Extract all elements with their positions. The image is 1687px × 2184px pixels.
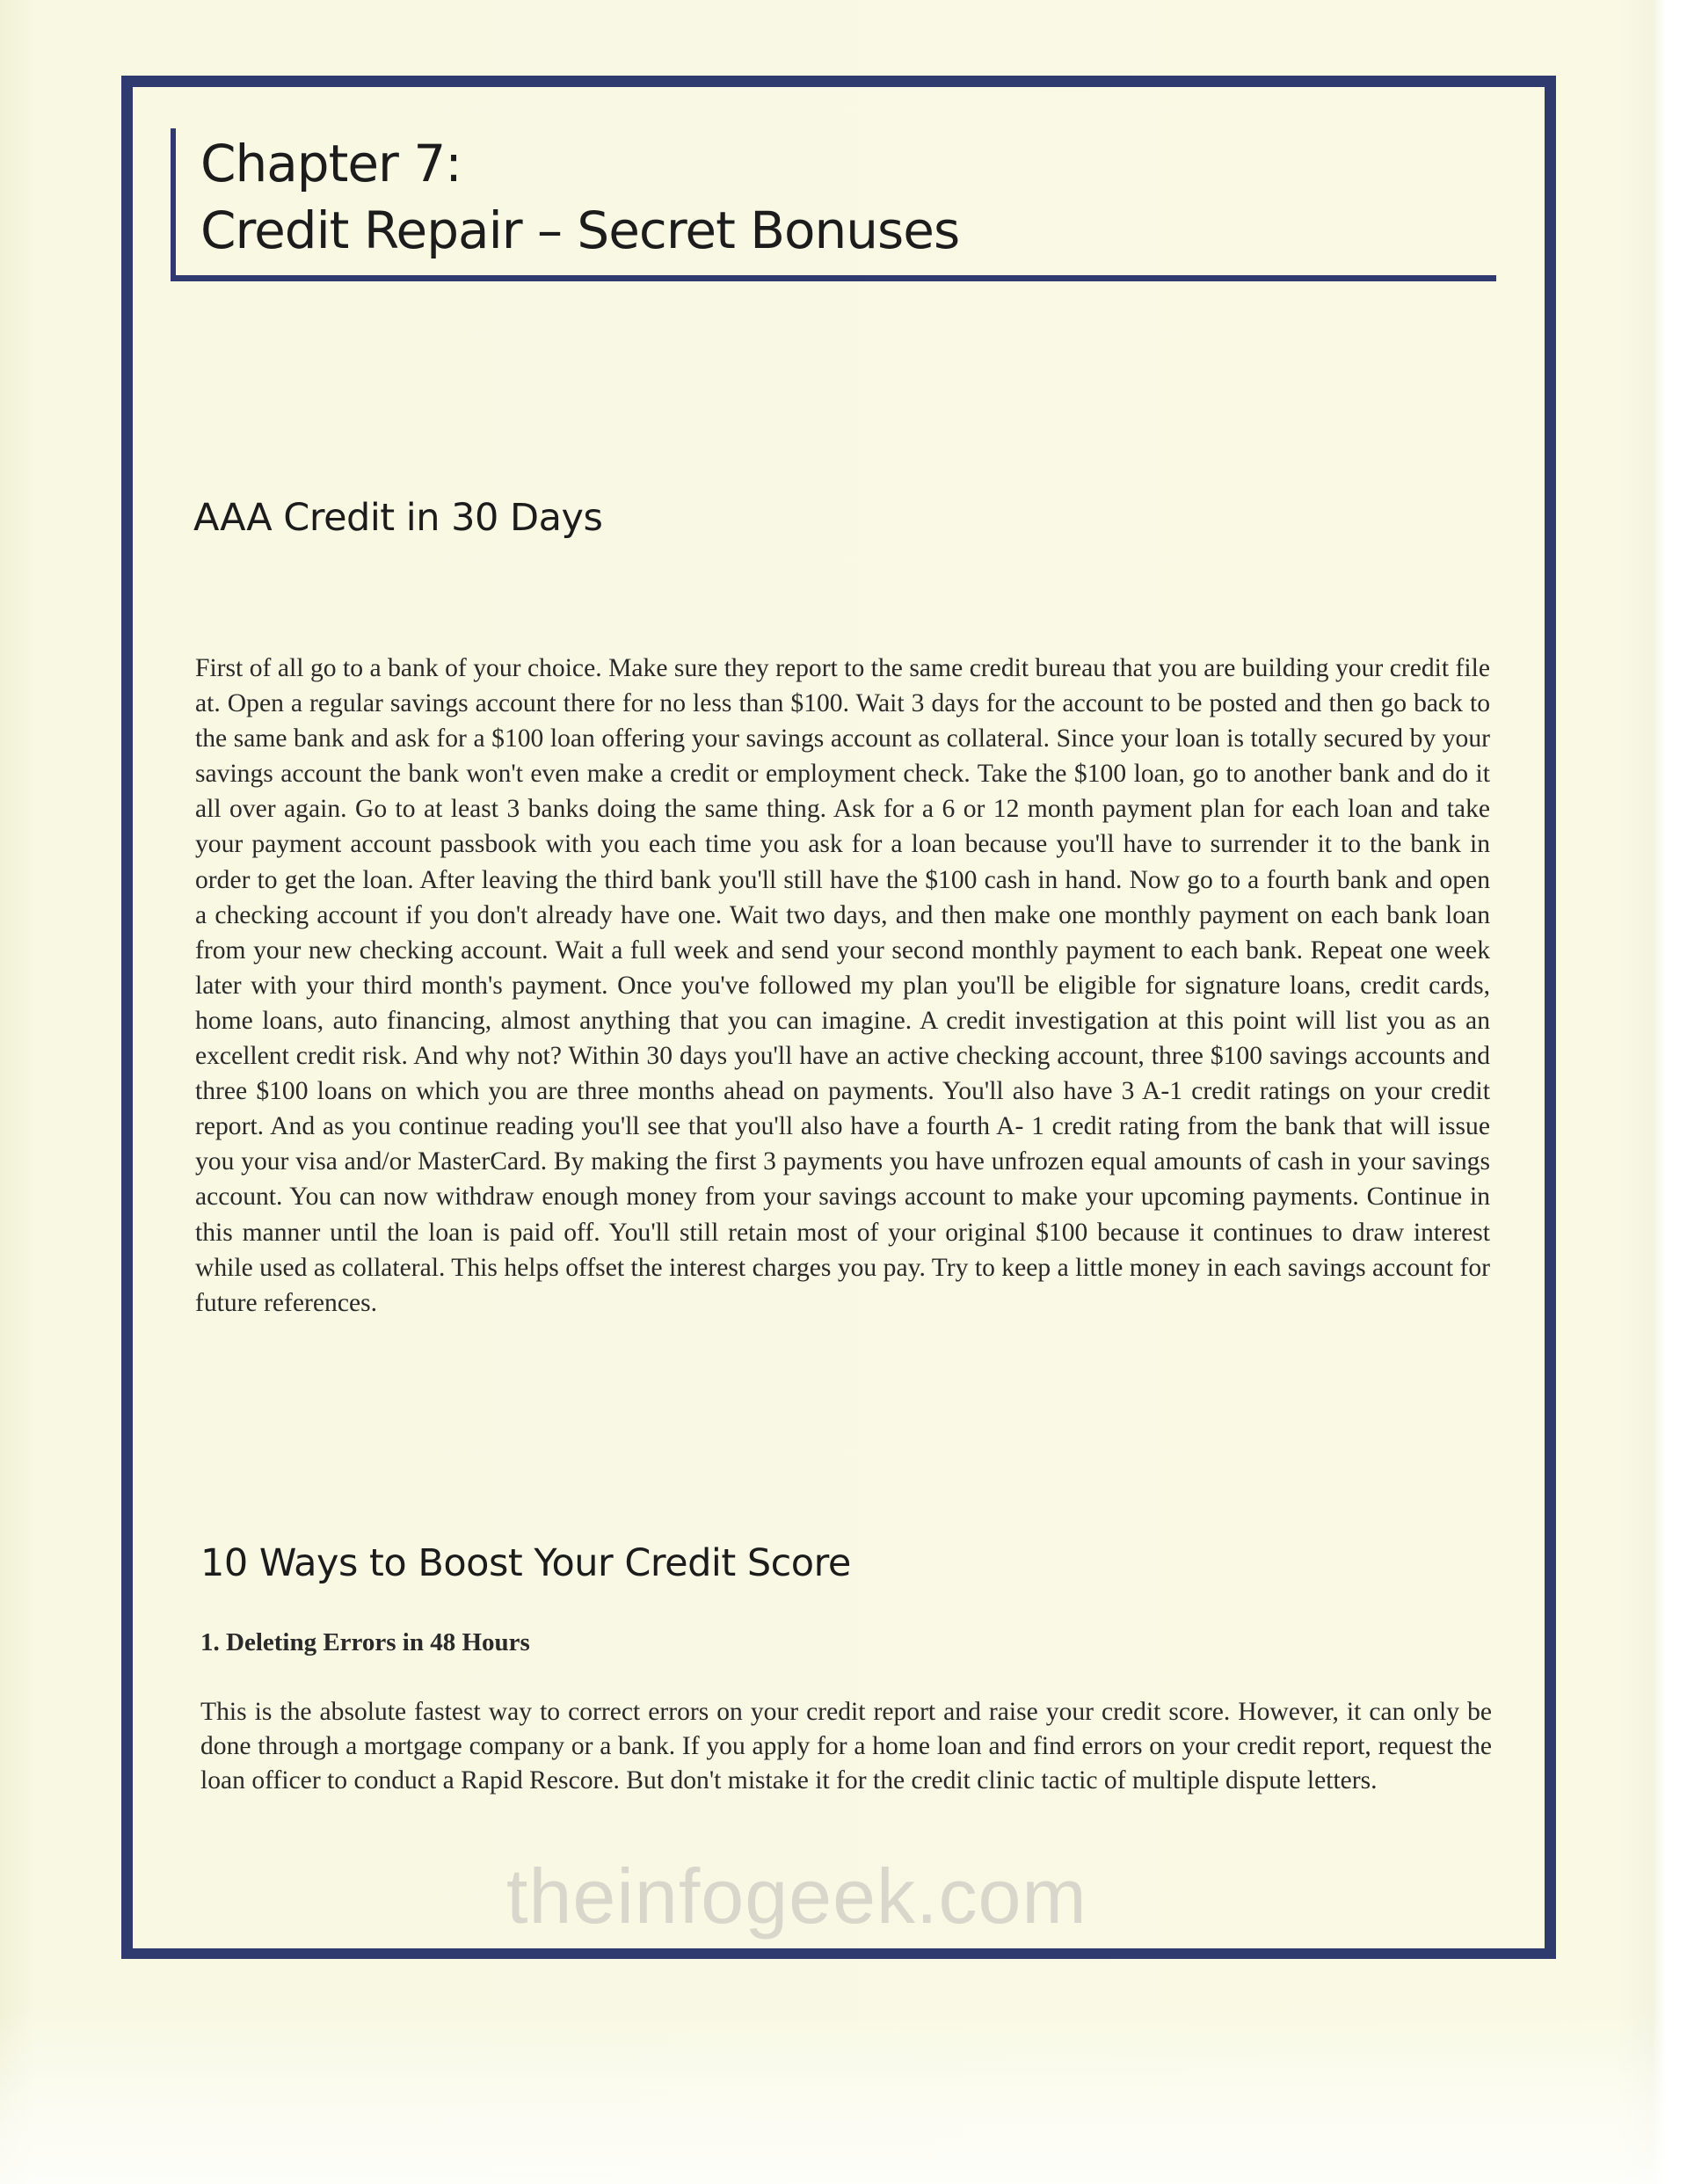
chapter-title: Credit Repair – Secret Bonuses: [200, 200, 960, 260]
watermark-text: theinfogeek.com: [506, 1853, 1087, 1940]
chapter-header: [171, 128, 1496, 281]
subsection-title-deleting-errors: 1. Deleting Errors in 48 Hours: [200, 1628, 530, 1656]
subsection-paragraph-deleting-errors: This is the absolute fastest way to correct errors on your credit report and raise your credit score. However, it can only be done through a mortgage company or a bank. If you apply for a home loan and find errors on your credit report, request the loan officer to conduct a Rapid Rescore. But don't mistake it for the credit clinic tactic of multiple dispute letters.: [200, 1698, 1492, 1795]
section-paragraph-aaa-credit: First of all go to a bank of your choice. Make sure they report to the same credit bureau that you are building your credit file at. Open a regular savings account there for no less than $100. Wait 3 days for the account to be posted and then go back to the same bank and ask for a $100 loan offering your savings account as collateral. Since your loan is totally secured by your savings account the bank won't even make a credit or employment check. Take the $100 loan, go to another bank and do it all over again. Go to at least 3 banks doing the same thing. Ask for a 6 or 12 month payment plan for each loan and take your payment account passbook with you each time you ask for a loan because you'll have to surrender it to the bank in order to get the loan. After leaving the third bank you'll still have the $100 cash in hand. Now go to a fourth bank and open a checking account if you don't already have one. Wait two days, and then make one monthly payment on each bank loan from your new checking account. Wait a full week and send your second monthly payment to each bank. Repeat one week later with your third month's payment. Once you've followed my plan you'll be eligible for signature loans, credit cards, home loans, auto financing, almost anything that you can imagine. A credit investigation at this point will list you as an excellent credit risk. And why not? Within 30 days you'll have an active checking account, three $100 savings accounts and three $100 loans on which you are three months ahead on payments. You'll also have 3 A-1 credit ratings on your credit report. And as you continue reading you'll see that you'll also have a fourth A- 1 credit rating from the bank that will issue you your visa and/or MasterCard. By making the first 3 payments you have unfrozen equal amounts of cash in your savings account. You can now withdraw enough money from your savings account to make your upcoming payments. Continue in this manner until the loan is paid off. You'll still retain most of your original $100 because it continues to draw interest while used as collateral. This helps offset the interest charges you pay. Try to keep a little money in each savings account for future references.: [195, 654, 1490, 1317]
paper-bottom-fade: [0, 2005, 1687, 2184]
section-heading-boost-score: 10 Ways to Boost Your Credit Score: [200, 1541, 851, 1585]
section-heading-aaa-credit: AAA Credit in 30 Days: [193, 496, 603, 540]
chapter-number: Chapter 7:: [200, 134, 462, 193]
